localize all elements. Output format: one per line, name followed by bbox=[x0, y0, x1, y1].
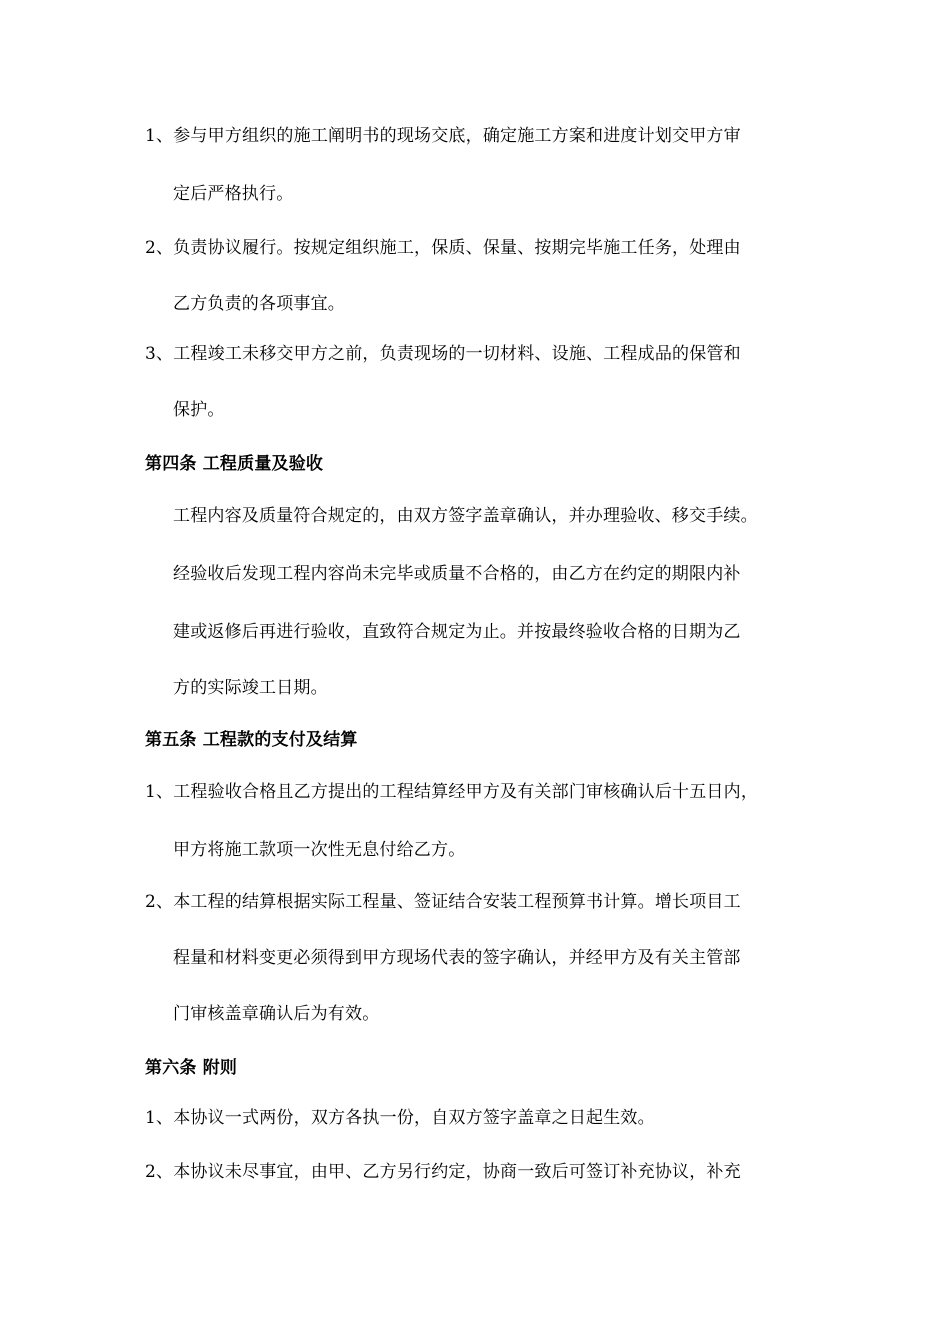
clause-3-item-3-line-1: 3、工程竣工未移交甲方之前，负责现场的一切材料、设施、工程成品的保管和 bbox=[145, 344, 741, 364]
clause-6-item-2-line-1: 2、本协议未尽事宜，由甲、乙方另行约定，协商一致后可签订补充协议，补充 bbox=[145, 1162, 741, 1182]
clause-3-item-2-line-1: 2、负责协议履行。按规定组织施工，保质、保量、按期完毕施工任务，处理由 bbox=[145, 238, 741, 258]
clause-4-paragraph-line-1: 工程内容及质量符合规定的，由双方签字盖章确认，并办理验收、移交手续。 bbox=[173, 506, 758, 526]
clause-4-paragraph-line-3: 建或返修后再进行验收，直致符合规定为止。并按最终验收合格的日期为乙 bbox=[173, 622, 741, 642]
clause-5-item-1-line-1: 1、工程验收合格且乙方提出的工程结算经甲方及有关部门审核确认后十五日内， bbox=[145, 782, 759, 802]
clause-3-item-2-line-2: 乙方负责的各项事宜。 bbox=[173, 294, 345, 314]
clause-3-item-1-line-2: 定后严格执行。 bbox=[173, 184, 294, 204]
clause-3-item-3-line-2: 保护。 bbox=[173, 400, 225, 420]
clause-5-item-2-line-3: 门审核盖章确认后为有效。 bbox=[173, 1004, 380, 1024]
clause-5-heading: 第五条 工程款的支付及结算 bbox=[145, 730, 358, 750]
clause-4-paragraph-line-2: 经验收后发现工程内容尚未完毕或质量不合格的，由乙方在约定的期限内补 bbox=[173, 564, 741, 584]
clause-5-item-2-line-1: 2、本工程的结算根据实际工程量、签证结合安装工程预算书计算。增长项目工 bbox=[145, 892, 741, 912]
clause-6-heading: 第六条 附则 bbox=[145, 1058, 238, 1078]
clause-6-item-1: 1、本协议一式两份，双方各执一份，自双方签字盖章之日起生效。 bbox=[145, 1108, 655, 1128]
clause-5-item-1-line-2: 甲方将施工款项一次性无息付给乙方。 bbox=[173, 840, 466, 860]
clause-3-item-1-line-1: 1、参与甲方组织的施工阐明书的现场交底，确定施工方案和进度计划交甲方审 bbox=[145, 126, 741, 146]
clause-5-item-2-line-2: 程量和材料变更必须得到甲方现场代表的签字确认，并经甲方及有关主管部 bbox=[173, 948, 741, 968]
clause-4-heading: 第四条 工程质量及验收 bbox=[145, 454, 324, 474]
clause-4-paragraph-line-4: 方的实际竣工日期。 bbox=[173, 678, 328, 698]
